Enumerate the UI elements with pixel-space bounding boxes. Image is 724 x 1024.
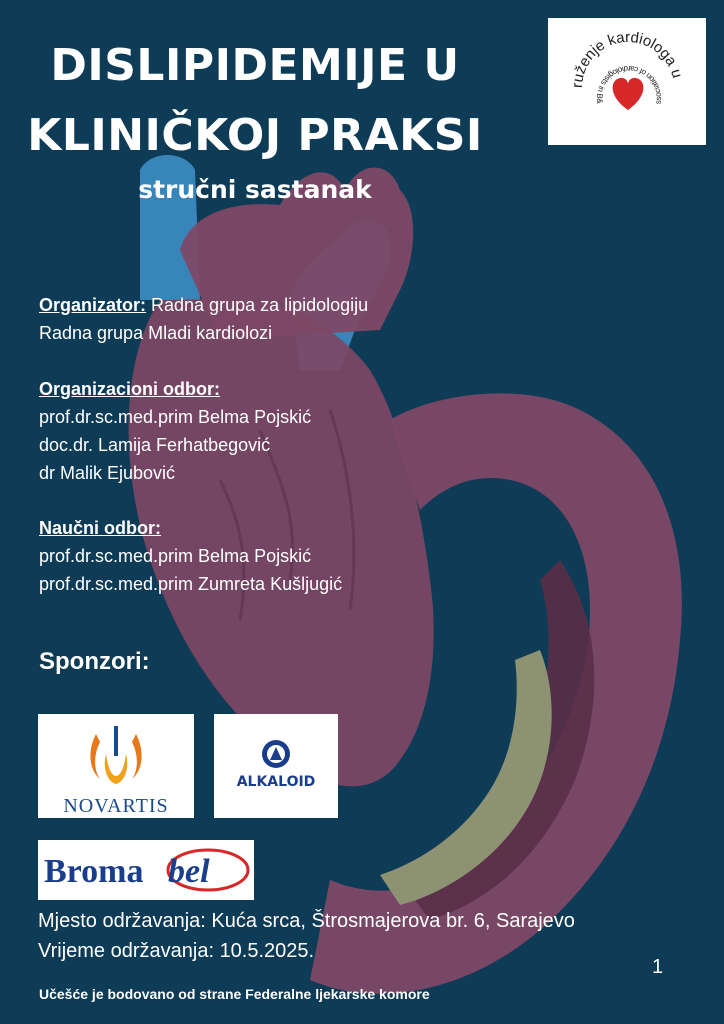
sponsors-heading: Sponzori: [39, 648, 150, 675]
event-date: Vrijeme održavanja: 10.5.2025. [38, 940, 315, 962]
alkaloid-logo [214, 714, 338, 818]
alkaloid-text: ALKALOID [236, 774, 316, 790]
novartis-logo [38, 714, 194, 818]
bromabel-logo [38, 840, 254, 900]
svg-text:Association of cardiologists i [548, 18, 663, 105]
broma-text: Broma [44, 853, 144, 890]
committee-member: dr Malik Ejubović [39, 463, 176, 483]
bel-text: bel [168, 853, 210, 890]
committee-member: prof.dr.sc.med.prim Zumreta Kušljugić [39, 574, 343, 594]
organizer-line-2: Radna grupa Mladi kardiolozi [39, 323, 273, 343]
organizing-committee-heading: Organizacioni odbor: [39, 379, 221, 399]
scientific-committee-heading: Naučni odbor: [39, 518, 161, 538]
committee-member: doc.dr. Lamija Ferhatbegović [39, 435, 271, 455]
organizer-line-1: Radna grupa za lipidologiju [146, 295, 369, 315]
event-venue: Mjesto održavanja: Kuća srca, Štrosmajerova br. 6, Sarajevo [38, 910, 575, 932]
accreditation-note: Učešće je bodovano od strane Federalne ljekarske komore [39, 986, 430, 1002]
committee-member: prof.dr.sc.med.prim Belma Pojskić [39, 407, 312, 427]
svg-text:Udruženje kardiologa u BiH [548, 18, 687, 88]
association-logo [548, 18, 706, 145]
heart-icon [613, 78, 644, 110]
page-number: 1 [652, 956, 664, 978]
committee-member: prof.dr.sc.med.prim Belma Pojskić [39, 546, 312, 566]
title-line-2: KLINIČKOJ PRAKSI [27, 110, 483, 161]
organizer-heading: Organizator: [39, 295, 147, 315]
logo-outer-text: ruženje kardiologa u [568, 28, 686, 89]
subtitle: stručni sastanak [138, 175, 372, 204]
novartis-text: NOVARTIS [63, 795, 169, 817]
scientific-committee-section [39, 514, 342, 598]
organizing-committee-section [39, 375, 311, 487]
title-line-1: DISLIPIDEMIJE U [50, 40, 460, 91]
organizer-section [39, 291, 368, 347]
logo-inner-text: ssociation of cardiologists in B& [594, 64, 664, 105]
